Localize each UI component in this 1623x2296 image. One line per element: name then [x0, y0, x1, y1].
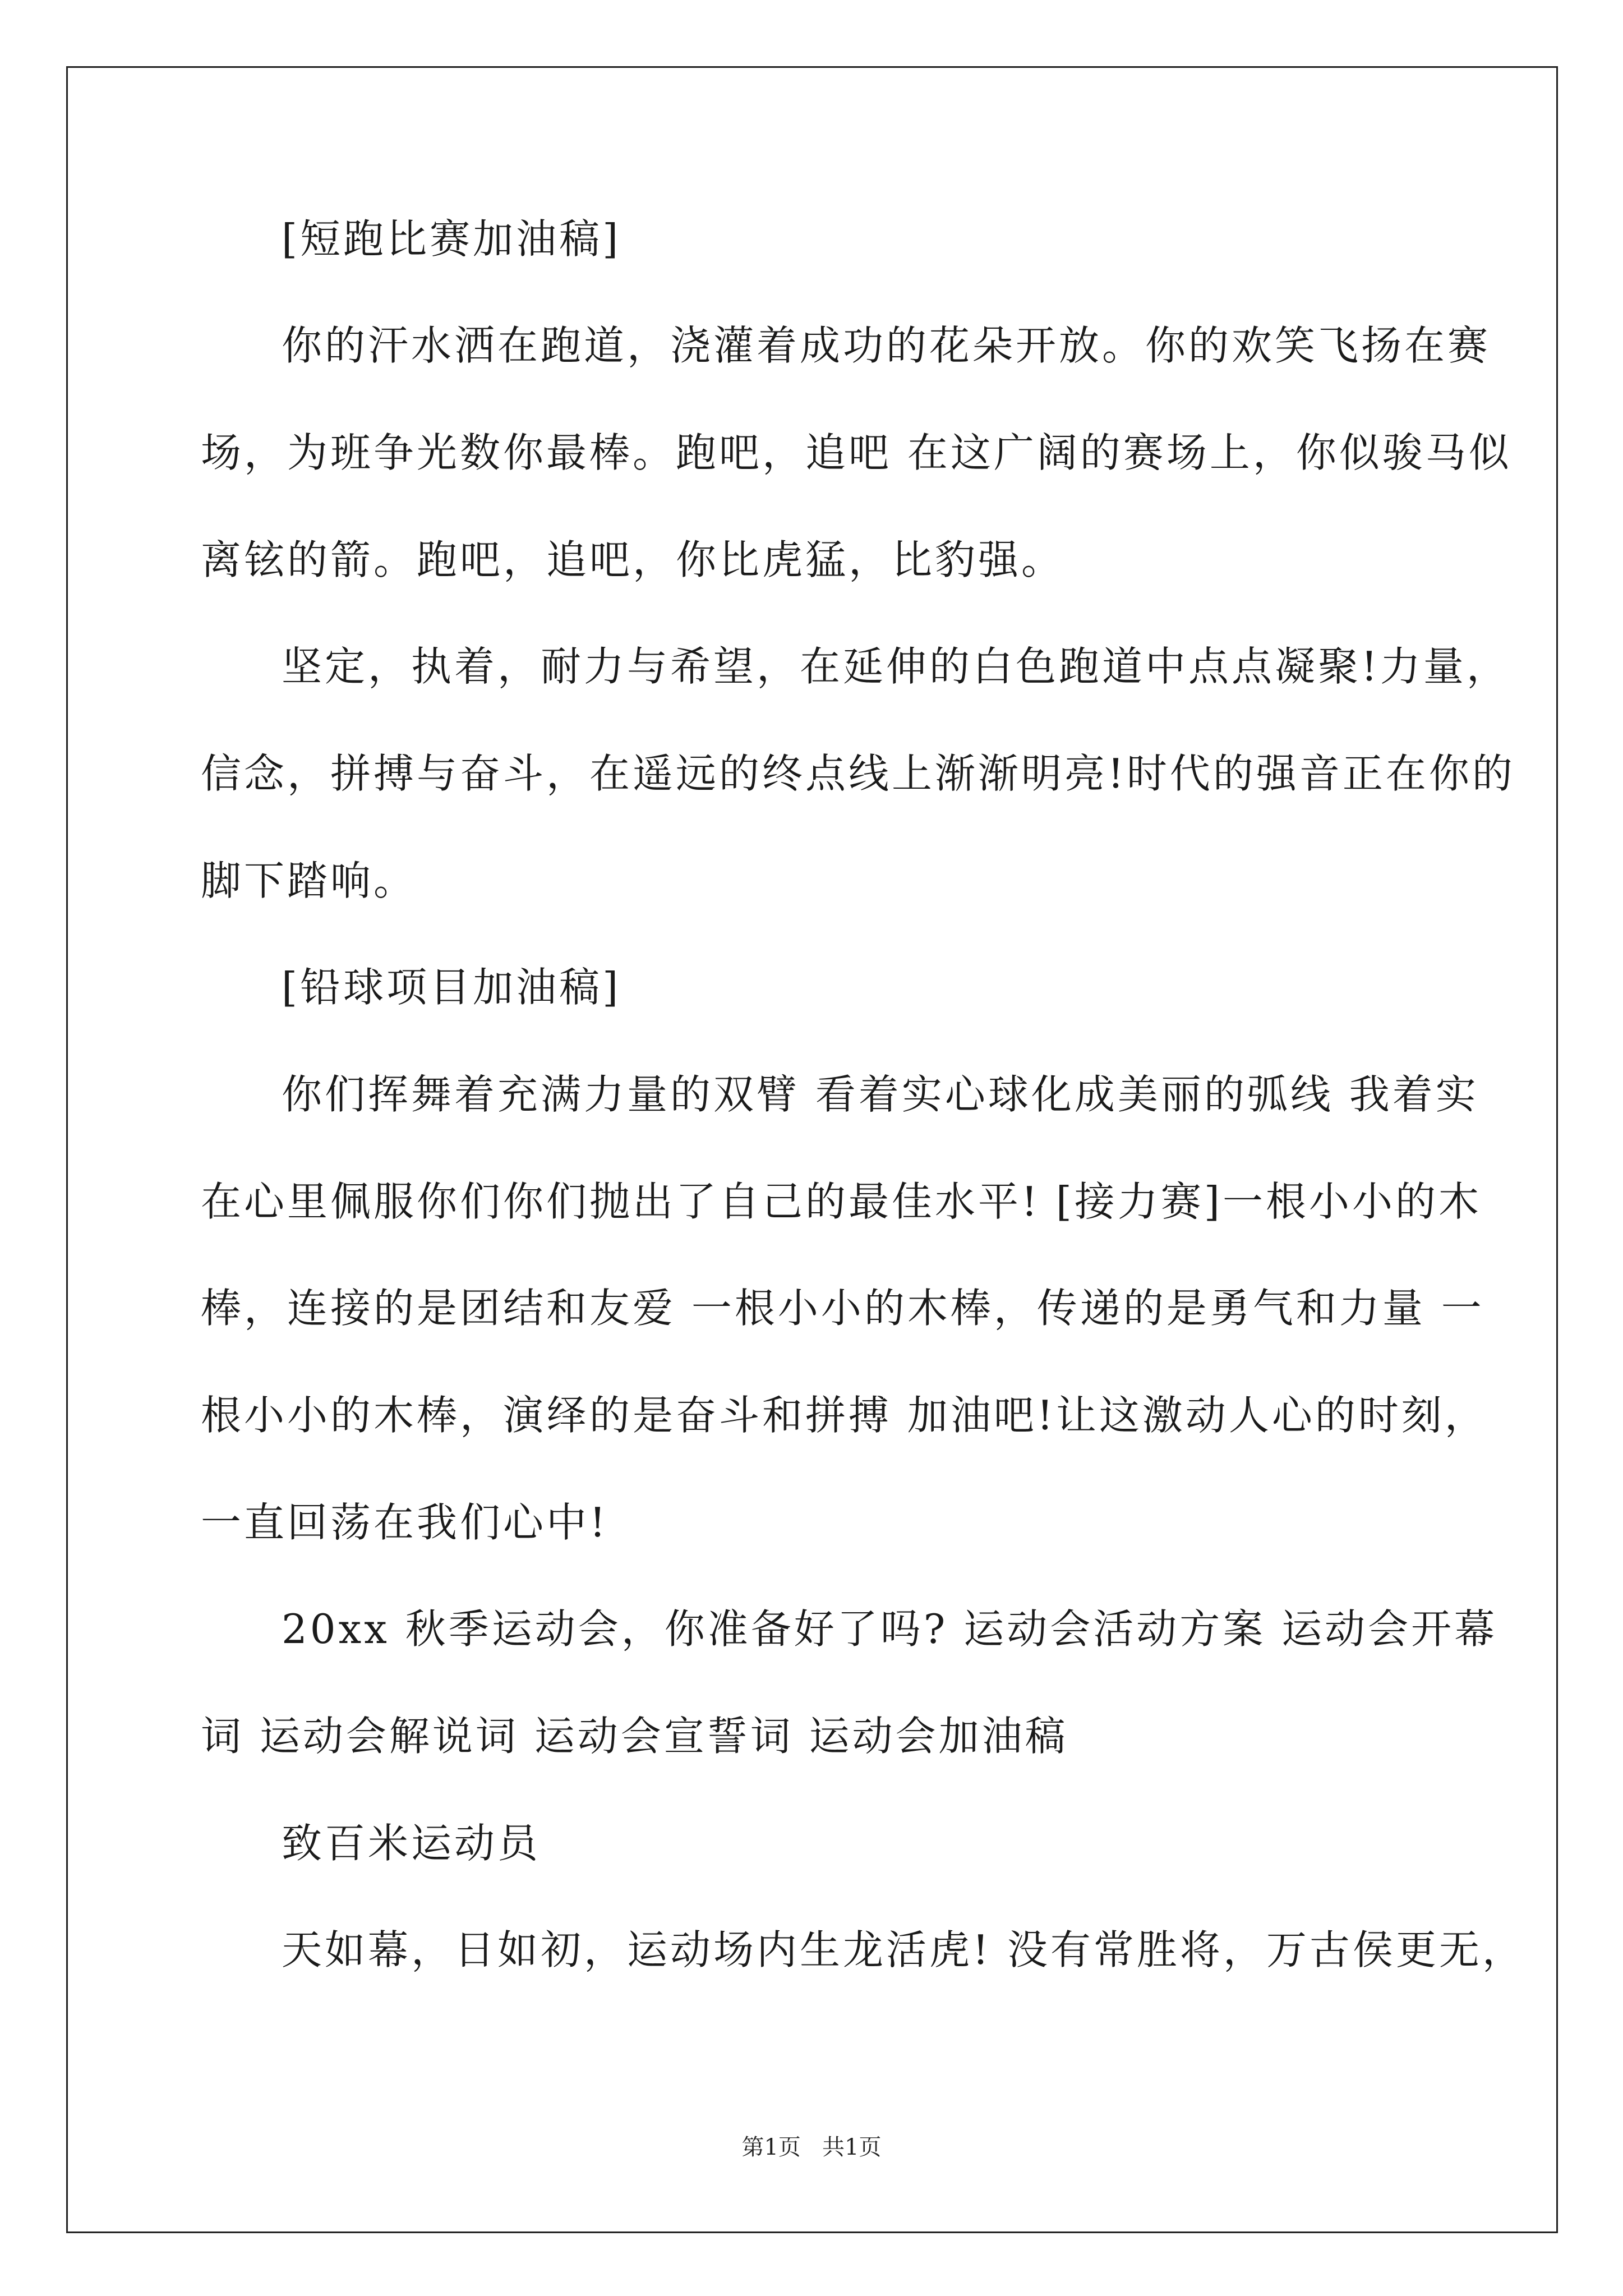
paragraph-line: 信念，拼搏与奋斗，在遥远的终点线上渐渐明亮!时代的强音正在你的 — [201, 750, 1515, 797]
paragraph-line: 场，为班争光数你最棒。跑吧，追吧 在这广阔的赛场上，你似骏马似 — [201, 429, 1512, 476]
paragraph-line: 一直回荡在我们心中! — [201, 1499, 608, 1546]
paragraph-line: 棒，连接的是团结和友爱 一根小小的木棒，传递的是勇气和力量 一 — [201, 1285, 1484, 1332]
paragraph-line: 天如幕，日如初，运动场内生龙活虎! 没有常胜将，万古侯更无， — [282, 1926, 1525, 1973]
paragraph-line: 你的汗水洒在跑道，浇灌着成功的花朵开放。你的欢笑飞扬在赛 — [282, 322, 1491, 369]
paragraph-line: 脚下踏响。 — [201, 857, 417, 904]
page-footer: 第1页 共1页 — [741, 2134, 882, 2160]
section-heading-100m: 致百米运动员 — [282, 1820, 541, 1867]
paragraph-line: 根小小的木棒，演绎的是奋斗和拼搏 加油吧!让这激动人心的时刻， — [201, 1392, 1488, 1439]
paragraph-line: 坚定，执着，耐力与希望，在延伸的白色跑道中点点凝聚!力量， — [282, 643, 1510, 690]
paragraph-line: 20xx 秋季运动会，你准备好了吗? 运动会活动方案 运动会开幕 — [282, 1605, 1498, 1653]
paragraph-line: 词 运动会解说词 运动会宣誓词 运动会加油稿 — [201, 1713, 1068, 1760]
paragraph-line: 离铉的箭。跑吧，追吧，你比虎猛，比豹强。 — [201, 536, 1065, 583]
paragraph-line: 在心里佩服你们你们抛出了自己的最佳水平! [接力赛]一根小小的木 — [201, 1178, 1482, 1225]
section-heading-sprint: [短跑比赛加油稿] — [282, 215, 621, 263]
section-heading-shotput: [铅球项目加油稿] — [282, 964, 621, 1011]
page-border — [66, 66, 1558, 2233]
paragraph-line: 你们挥舞着充满力量的双臂 看着实心球化成美丽的弧线 我着实 — [282, 1071, 1479, 1118]
